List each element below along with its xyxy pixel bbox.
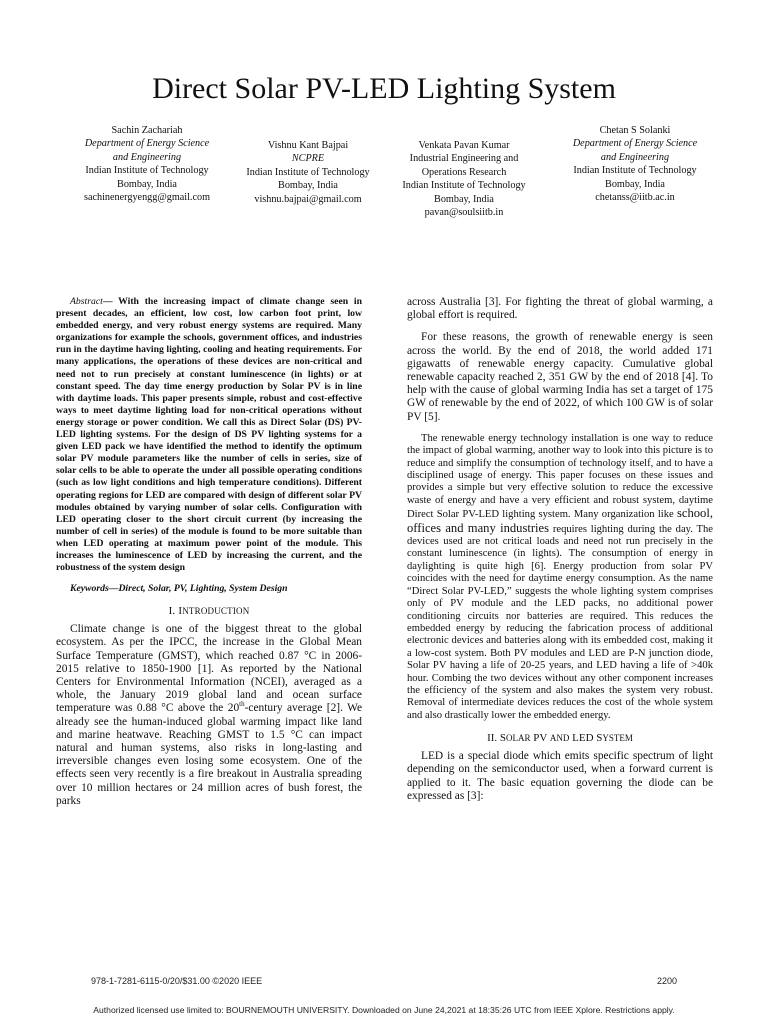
author-city: Bombay, India — [278, 180, 338, 192]
author-dept-2: and Engineering — [600, 151, 670, 163]
footer-isbn: 978-1-7281-6115-0/20/$31.00 ©2020 IEEE — [91, 976, 263, 986]
author-name: Vishnu Kant Bajpai — [267, 140, 349, 151]
author-block-2 — [223, 139, 393, 206]
author-dept: Department of Energy Science — [572, 138, 698, 150]
keywords: Keywords—Direct, Solar, PV, Lighting, System Design — [70, 583, 288, 595]
abstract-text: With the increasing impact of climate change seen in present decades, an efficient, low cost, low carbon foot print, low embedded energy, and very robust energy systems are required. Many organizations for example the schools, government offices, and industries run in the daytime having lighting, cooling and heating requirements. For many applications, the operations of these devices are non-critical and need not to run precisely at constant luminescence (in lights) or at constant speed. The day time energy production by Solar PV is in line with daytime loads. This paper presents simple, robust and cost-effective ways to meet daytime lighting load for non-critical operations without energy storage or power condition. We call this as Direct Solar (DS) PV-LED lighting systems. For the design of DS PV lighting systems for a given LED pack we have identified the method to identify the optimum solar PV module parameters like the number of cells in series, size of solar cells to be able to operate the under all possible operating conditions (such as low light conditions and high temperature conditions). Different operating regions for LED are compared with design of different solar PV modules obtained by varying number of solar cells. Configuration with LED operating closer to the short circuit current (by increasing the number of cell in series) of the module is found to be more suitable than when LED operating at maximum power point of the module. This increases the luminescence of LED by increasing the current, and the robustness of the system design — [56, 296, 362, 574]
author-inst: Indian Institute of Technology — [246, 166, 370, 178]
license-notice: Authorized licensed use limited to: BOURNEMOUTH UNIVERSITY. Downloaded on June 24,2021 at 18:35:26 UTC from IEEE Xplore. Restrictions apply. — [93, 1005, 675, 1015]
paper-title: Direct Solar PV-LED Lighting System — [152, 72, 616, 105]
author-dept: Department of Energy Science — [84, 138, 210, 150]
author-city: Bombay, India — [434, 193, 494, 205]
author-block-4 — [550, 124, 720, 204]
author-block-3 — [379, 139, 549, 219]
author-inst: Indian Institute of Technology — [573, 165, 697, 177]
author-city: Bombay, India — [117, 178, 177, 190]
footer-page-number: 2200 — [657, 976, 678, 986]
author-email: vishnu.bajpai@gmail.com — [254, 193, 362, 205]
section-heading-solar-pv-led: II. SOLAR PV AND LED SYSTEM — [487, 732, 633, 745]
paragraph-led: LED is a special diode which emits specific spectrum of light depending on the semiconductor used, when a forward current is applied to it. The basic equation governing the diode can be expressed as [3]: — [407, 750, 713, 802]
left-column — [56, 296, 362, 808]
abstract — [56, 296, 362, 574]
author-email: pavan@soulsiitb.in — [424, 207, 504, 219]
author-name: Sachin Zachariah — [111, 125, 183, 136]
author-dept-2: Operations Research — [421, 166, 507, 178]
author-dept: NCPRE — [291, 153, 325, 165]
author-block-1 — [62, 124, 232, 204]
author-email: sachinenergyengg@gmail.com — [83, 192, 211, 204]
paragraph-technology: The renewable energy technology installation is one way to reduce the impact of global warming, another way to look into this picture is to reduce and simplify the consumption of technology itself, and to have a disciplined usage of energy. This paper focuses on these issues and provides a simple but very effective solution to reduce the excessive waste of energy and have a very efficient and robust system, daytime Direct Solar PV-LED lighting system. Many organization like school, offices and many industries requires lighting during the day. The devices used are not critical loads and need not run precisely in the constant luminescence (in lights). The consumption of energy in daylighting is quite high [6]. Energy production from solar PV coincides with the need for daytime energy consumption. As the name “Direct Solar PV-LED,” suggests the whole lighting system comprises only of PV module and the LED packs, no additional power conditioning circuits nor batteries are required. This reduces the embedded energy by reducing the fabrication process of additional electronic devices and batteries along with its embedded cost, making it a low-cost system. Both PV modules and LED are P-N junction diode, Solar PV having a life of 20-25 years, and LED having a life of >40k hour. Combing the two devices without any other component increases the efficiency of the system and also makes the system very robust. Removal of intermediate devices reduces the cost of the whole system and also drastically lower the embedded energy. — [407, 432, 713, 721]
paragraph-continued: across Australia [3]. For fighting the threat of global warming, a global effort is required. — [407, 296, 713, 322]
right-column — [407, 296, 713, 803]
author-name: Chetan S Solanki — [599, 125, 671, 136]
author-dept: Industrial Engineering and — [409, 153, 519, 165]
abstract-dash: — — [102, 296, 113, 307]
author-inst: Indian Institute of Technology — [402, 180, 526, 192]
paragraph-renewable-growth: For these reasons, the growth of renewable energy is seen across the world. By the end of 2018, the world added 171 gigawatts of renewable energy capacity. Cumulative global renewable capacity reached 2, 351 GW by the end of 2018 [4]. To help with the cause of global warming India has set a target of 175 GW of renewable by the end of 2022, of which 100 GW is of solar PV [5]. — [407, 331, 713, 423]
author-inst: Indian Institute of Technology — [85, 165, 209, 177]
section-heading-introduction: I. INTRODUCTION — [168, 605, 250, 618]
intro-paragraph: Climate change is one of the biggest threat to the global ecosystem. As per the IPCC, the increase in the Global Mean Surface Temperature (GMST), which reached 0.87 °C in 2006-2015 relative to 1850-1900 [1]. As reported by the National Centers for Environmental Information (NCEI), averaged as a whole, the January 2019 global land and ocean surface temperature was 0.88 °C above the 20th-century average [2]. We already see the human-induced global warming impact like land and marine heatwave. Reaching GMST to 1.5 °C can impact natural and human systems, also risks in long-lasting and irreversible changes even losing some ecosystem. One of the effects seen very recently is a fire breakout in Australia spreading over 10 million hectares or 24 million acres of bush forest, the parks — [56, 623, 363, 807]
author-email: chetanss@iitb.ac.in — [595, 192, 675, 204]
author-city: Bombay, India — [605, 178, 665, 190]
abstract-label: Abstract — [70, 296, 103, 307]
author-name: Venkata Pavan Kumar — [418, 140, 510, 151]
author-dept-2: and Engineering — [112, 151, 182, 163]
